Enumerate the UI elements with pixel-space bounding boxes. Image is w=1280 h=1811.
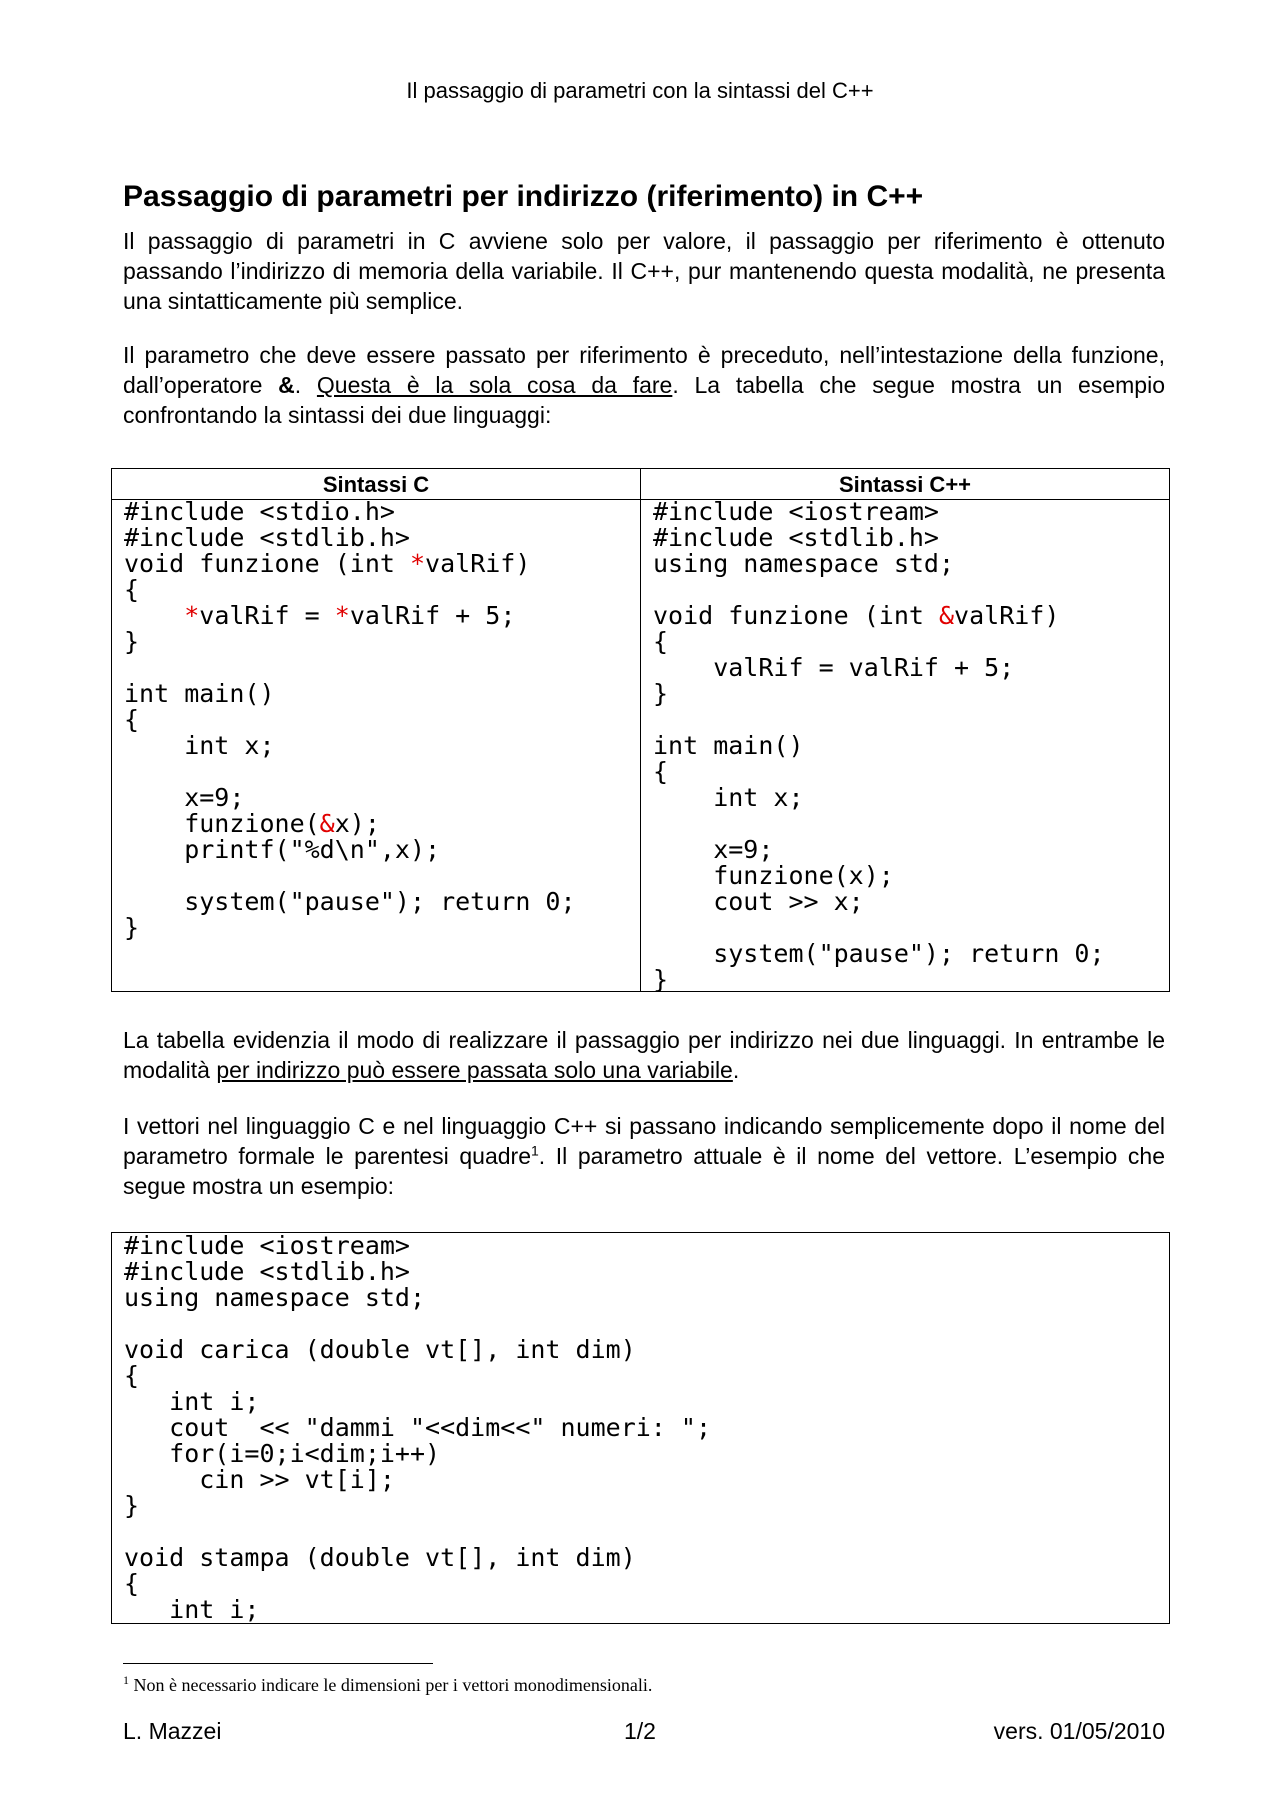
code-c-line bbox=[124, 863, 576, 889]
table-comment-text-1: La tabella evidenzia il modo di realizzare il passaggio per indirizzo nei due linguaggi. In entrambe le modalità bbox=[123, 1027, 1165, 1083]
code-text: { bbox=[653, 757, 669, 786]
code-cpp-line bbox=[653, 499, 1105, 525]
footnote bbox=[123, 1675, 652, 1696]
code-cpp-line bbox=[653, 681, 1105, 707]
code-cpp-line bbox=[653, 811, 1105, 837]
table-comment-paragraph bbox=[123, 1025, 1165, 1085]
footnote-number: 1 bbox=[123, 1673, 129, 1687]
reference-paragraph bbox=[123, 340, 1165, 430]
code-text: for(i=0;i<dim;i++) bbox=[124, 1439, 441, 1468]
underlined-emphasis: Questa è la sola cosa da fare bbox=[316, 372, 673, 398]
code-cpp-line bbox=[653, 525, 1105, 551]
code-text: #include <iostream> bbox=[124, 1232, 410, 1260]
code-text: { bbox=[124, 1569, 140, 1598]
vector-code-line bbox=[124, 1545, 711, 1571]
code-text: int x; bbox=[653, 783, 804, 812]
code-text: x=9; bbox=[653, 835, 774, 864]
code-cpp-line bbox=[653, 837, 1105, 863]
highlighted-operator: & bbox=[938, 601, 955, 630]
vectors-paragraph bbox=[123, 1111, 1165, 1201]
code-text: #include <stdlib.h> bbox=[124, 1257, 410, 1286]
column-header-cpp: Sintassi C++ bbox=[838, 472, 972, 497]
reference-text-3: . La tabella che segue mostra un esempio confrontando la sintassi dei due linguaggi: bbox=[123, 372, 1165, 428]
code-text: { bbox=[124, 1361, 140, 1390]
code-text: } bbox=[653, 965, 669, 994]
vector-code-line bbox=[124, 1311, 711, 1337]
code-text: int main() bbox=[653, 731, 804, 760]
code-text: using namespace std; bbox=[124, 1283, 426, 1312]
code-text: { bbox=[653, 627, 669, 656]
code-text: system("pause"); return 0; bbox=[653, 939, 1105, 968]
syntax-comparison-table bbox=[111, 468, 1170, 992]
code-text: printf("%d\n",x); bbox=[124, 835, 441, 864]
code-cpp-line bbox=[653, 967, 1105, 993]
code-text: int i; bbox=[124, 1595, 260, 1624]
code-text: cin >> vt[i]; bbox=[124, 1465, 395, 1494]
footnote-separator bbox=[123, 1663, 433, 1664]
section-title: Passaggio di parametri per indirizzo (riferimento) in C++ bbox=[123, 180, 924, 213]
highlighted-operator: * bbox=[409, 549, 426, 578]
code-text: cout >> x; bbox=[653, 887, 864, 916]
code-text: x); bbox=[334, 809, 380, 838]
reference-text-1: Il parametro che deve essere passato per riferimento è preceduto, nell’intestazione della funzione, dall’operatore bbox=[123, 342, 1165, 398]
code-text: #include <iostream> bbox=[653, 497, 939, 526]
vector-code-line bbox=[124, 1337, 711, 1363]
code-text: x=9; bbox=[124, 783, 245, 812]
column-divider bbox=[640, 469, 641, 991]
code-c-line bbox=[124, 629, 576, 655]
code-text: funzione(x); bbox=[653, 861, 894, 890]
code-text: { bbox=[124, 575, 140, 604]
footer-page-number: 1/2 bbox=[624, 1718, 656, 1744]
code-cpp-line bbox=[653, 863, 1105, 889]
code-text: cout << "dammi "<<dim<<" numeri: "; bbox=[124, 1413, 711, 1442]
vector-code-line bbox=[124, 1285, 711, 1311]
footnote-reference[interactable]: 1 bbox=[531, 1142, 539, 1159]
footer-version: vers. 01/05/2010 bbox=[993, 1718, 1165, 1744]
vector-code-line bbox=[124, 1415, 711, 1441]
code-text: using namespace std; bbox=[653, 549, 955, 578]
vectors-text-1: I vettori nel linguaggio C e nel linguaggio C++ si passano indicando semplicemente dopo il nome del parametro formale le parentesi quadre bbox=[123, 1113, 1165, 1169]
code-text: valRif = valRif + 5; bbox=[653, 653, 1015, 682]
vector-code-line bbox=[124, 1493, 711, 1519]
code-c-line bbox=[124, 889, 576, 915]
code-text: #include <stdlib.h> bbox=[653, 523, 939, 552]
vector-code-line bbox=[124, 1571, 711, 1597]
code-cpp-line bbox=[653, 629, 1105, 655]
code-cpp-line bbox=[653, 915, 1105, 941]
code-text: valRif = bbox=[199, 601, 335, 630]
code-text: void funzione (int bbox=[653, 601, 939, 630]
code-text: #include <stdio.h> bbox=[124, 497, 395, 526]
vector-code-line bbox=[124, 1519, 711, 1545]
underlined-emphasis: per indirizzo può essere passata solo una variabile bbox=[216, 1057, 733, 1083]
code-cpp-line bbox=[653, 785, 1105, 811]
code-text: } bbox=[124, 1491, 140, 1520]
code-cpp-line bbox=[653, 655, 1105, 681]
code-c-line bbox=[124, 707, 576, 733]
running-header: Il passaggio di parametri con la sintassi del C++ bbox=[406, 78, 874, 103]
code-cpp-line bbox=[653, 577, 1105, 603]
code-c-line bbox=[124, 837, 576, 863]
column-header-c: Sintassi C bbox=[322, 472, 430, 497]
code-c-line bbox=[124, 785, 576, 811]
vector-code-line bbox=[124, 1441, 711, 1467]
code-text: int main() bbox=[124, 679, 275, 708]
code-c-line bbox=[124, 603, 576, 629]
code-text: valRif + 5; bbox=[349, 601, 516, 630]
code-text: void stampa (double vt[], int dim) bbox=[124, 1543, 636, 1572]
code-text: valRif) bbox=[425, 549, 531, 578]
code-c-line bbox=[124, 499, 576, 525]
ampersand-operator: & bbox=[278, 372, 295, 398]
vector-code-line bbox=[124, 1467, 711, 1493]
code-c-syntax bbox=[124, 499, 576, 941]
intro-paragraph: Il passaggio di parametri in C avviene solo per valore, il passaggio per riferimento è ottenuto passando l’indirizzo di memoria della variabile. Il C++, pur mantenendo questa modalità, ne presenta una sintatticamente più semplice. bbox=[123, 228, 1165, 314]
code-text: funzione( bbox=[124, 809, 320, 838]
code-cpp-line bbox=[653, 759, 1105, 785]
code-c-line bbox=[124, 681, 576, 707]
code-text: } bbox=[124, 913, 140, 942]
vector-code bbox=[124, 1233, 711, 1623]
vector-code-line bbox=[124, 1597, 711, 1623]
code-cpp-line bbox=[653, 941, 1105, 967]
code-c-line bbox=[124, 551, 576, 577]
code-text: void carica (double vt[], int dim) bbox=[124, 1335, 636, 1364]
code-c-line bbox=[124, 655, 576, 681]
table-comment-text-2: . bbox=[732, 1057, 740, 1083]
code-c-line bbox=[124, 811, 576, 837]
highlighted-operator: & bbox=[319, 809, 335, 838]
code-text: system("pause"); return 0; bbox=[124, 887, 576, 916]
reference-text-2: . bbox=[294, 372, 317, 398]
vector-code-line bbox=[124, 1363, 711, 1389]
code-cpp-line bbox=[653, 733, 1105, 759]
code-c-line bbox=[124, 915, 576, 941]
highlighted-operator: * bbox=[334, 601, 350, 630]
footer-author: L. Mazzei bbox=[123, 1718, 222, 1744]
code-text: void funzione (int bbox=[124, 549, 410, 578]
code-text: int i; bbox=[124, 1387, 260, 1416]
vectors-text-2: . Il parametro attuale è il nome del vettore. L’esempio che segue mostra un esempio: bbox=[123, 1143, 1166, 1199]
code-cpp-line bbox=[653, 603, 1105, 629]
code-text: } bbox=[653, 679, 669, 708]
footnote-text: Non è necessario indicare le dimensioni per i vettori monodimensionali. bbox=[129, 1675, 653, 1695]
code-cpp-line bbox=[653, 551, 1105, 577]
code-cpp-line bbox=[653, 707, 1105, 733]
vector-code-line bbox=[124, 1259, 711, 1285]
code-cpp-syntax bbox=[653, 499, 1105, 993]
code-cpp-line bbox=[653, 889, 1105, 915]
vector-code-example bbox=[111, 1232, 1170, 1624]
code-text: valRif) bbox=[954, 601, 1060, 630]
code-text: int x; bbox=[124, 731, 275, 760]
code-c-line bbox=[124, 577, 576, 603]
code-text: #include <stdlib.h> bbox=[124, 523, 410, 552]
code-text: } bbox=[124, 627, 140, 656]
code-c-line bbox=[124, 525, 576, 551]
vector-code-line bbox=[124, 1233, 711, 1259]
code-c-line bbox=[124, 733, 576, 759]
code-c-line bbox=[124, 759, 576, 785]
vector-code-line bbox=[124, 1389, 711, 1415]
code-text bbox=[124, 601, 184, 630]
code-text: { bbox=[124, 705, 140, 734]
highlighted-operator: * bbox=[184, 601, 200, 630]
